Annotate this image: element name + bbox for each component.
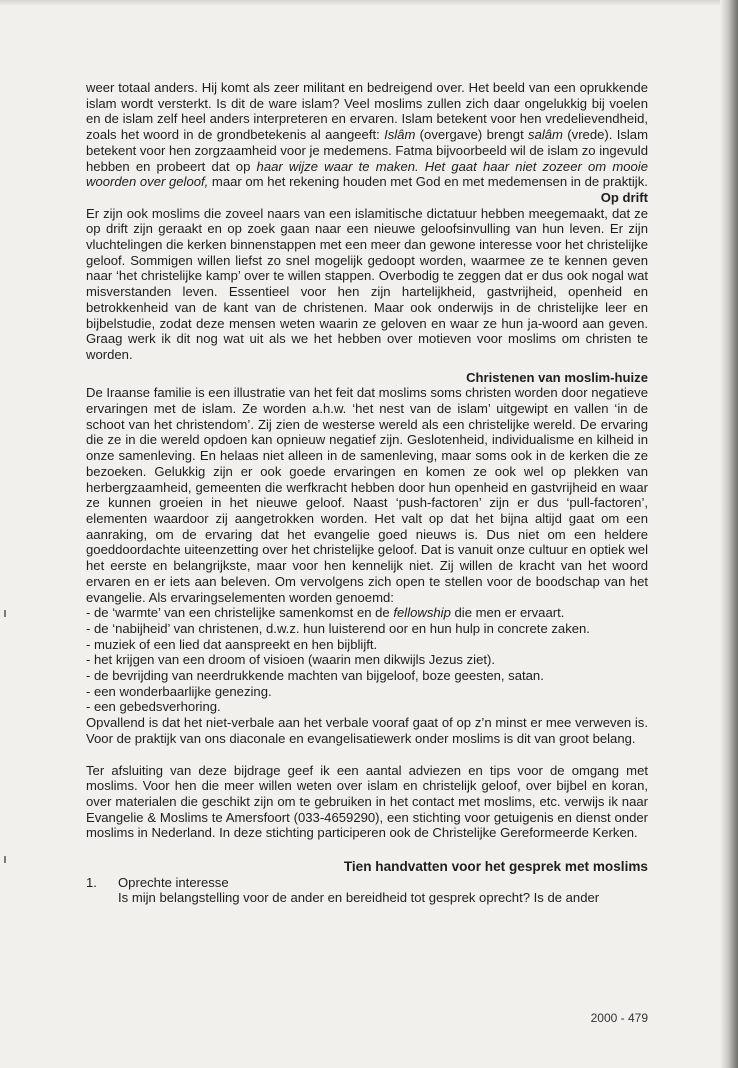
item-number: 1. [86, 874, 97, 890]
list-item: - de bevrijding van neerdrukkende machten van bijgeloof, boze geesten, satan. [86, 668, 544, 684]
heading-tien-handvatten: Tien handvatten voor het gesprek met moslims [343, 859, 648, 875]
list-item: - een wonderbaarlijke genezing. [86, 683, 272, 699]
page-number: 2000 - 479 [590, 1011, 648, 1025]
list-item: - een gebedsverhoring. [86, 699, 221, 715]
paragraph-islam-meaning: weer totaal anders. Hij komt als zeer militant en bedreigend over. Het beeld van een oprukkende islam wordt versterkt. Is dit de ware islam? Veel moslims zullen zich daar ongelukkig bij voelen en de islam zelf heel anders interpreteren en ervaren. Islam betekent voor hen vredelievendheid, zoals het woord in de grondbetekenis al aangeeft: Islâm (overgave) brengt salâm (vrede). Islam betekent voor hen zorgzaamheid voor je medemens. Fatma bijvoorbeeld wil de islam zo ingevuld hebben en probeert dat op haar wijze waar te maken. Het gaat haar niet zozeer om mooie woorden over geloof, maar om het rekening houden met God en met medemensen in de praktijk. [86, 80, 649, 190]
scan-top-edge [0, 0, 738, 6]
paragraph-opvallend: Opvallend is dat het niet-verbale aan het verbale vooraf gaat of op z’n minst er mee verweven is. Voor de praktijk van ons diaconale en evangelisatiewerk onder moslims is dit van groot belang. [86, 715, 648, 746]
page-body [86, 80, 648, 906]
paragraph-op-drift: Er zijn ook moslims die zoveel naars van een islamitische dictatuur hebben meegemaakt, dat ze op drift zijn geraakt en op zoek gaan naar een nieuwe geloofsinvulling van hun leven. Er zijn vluchtelingen die kerken binnenstappen met een meer dan gewone interesse voor het christelijke geloof. Sommigen willen liefst zo snel mogelijk gedoopt worden, waarmee ze te kennen geven naar ‘het christelijke kamp’ over te willen stappen. Overbodig te zeggen dat er dus ook nogal wat misverstanden leven. Essentieel voor hen zijn hartelijkheid, gastvrijheid, openheid en betrokkenheid van de kant van de christenen. Maar ook onderwijs in de christelijke leer en bijbelstudie, zodat deze mensen weten waarin ze geloven en waar ze hun ja-woord aan geven. Graag werk ik dit nog wat uit als we het hebben over motieven voor moslims om christen te worden. [86, 205, 648, 362]
paragraph-iraanse-familie: De Iraanse familie is een illustratie van het feit dat moslims soms christen worden door negatieve ervaringen met de islam. Ze worden a.h.w. ‘het nest van de islam’ uitgewipt en vallen ‘in de schoot van het christendom’. Zij zien de westerse wereld als een christelijke wereld. De ervaring die ze in die wereld opdoen kan opnieuw negatief zijn. Geslotenheid, individualisme en kilheid in onze samenleving. En helaas niet alleen in de samenleving, maar soms ook in de kerken die ze bezoeken. Gelukkig zijn er ook goede ervaringen en komen ze ook wel op plekken van herbergzaamheid, gemeenten die werfkracht hebben door hun openheid en gastvrijheid en waar ze kunnen groeien in het nieuwe geloof. Naast ‘push-factoren’ zijn er dus ‘pull-factoren’, elementen waardoor zij aangetrokken worden. Het valt op dat het bijna altijd gaat om een aanraking, om de ervaring dat het evangelie goed nieuws is. Dus niet om een heldere goeddoordachte uiteenzetting over het christelijke geloof. Dat is vanuit onze cultuur en optiek wel het eerste en belangrijkste, maar voor hen kennelijk niet. Zij willen de kracht van het woord ervaren en er iets aan beleven. Om vervolgens zich open te stellen voor de boodschap van het evangelie. Als ervaringselementen worden genoemd: [86, 385, 648, 605]
experience-list [86, 605, 648, 715]
heading-op-drift: Op drift [600, 189, 648, 205]
item-title: Oprechte interesse [118, 874, 229, 890]
margin-mark [4, 856, 6, 863]
list-item: - muziek of een lied dat aanspreekt en hen bijblijft. [86, 636, 378, 652]
item-text: Is mijn belangstelling voor de ander en bereidheid tot gesprek oprecht? Is de ander [118, 890, 600, 906]
numbered-item-1 [86, 875, 648, 891]
margin-mark [4, 610, 6, 617]
list-item: - de ‘nabijheid’ van christenen, d.w.z. hun luisterend oor en hun hulp in concrete zaken. [86, 620, 590, 636]
list-item: - het krijgen van een droom of visioen (waarin men dikwijls Jezus ziet). [86, 652, 495, 668]
scan-right-edge-shadow [720, 0, 738, 1068]
heading-christenen-van-moslim-huize: Christenen van moslim-huize [466, 369, 648, 385]
list-item: - de ‘warmte’ van een christelijke samenkomst en de fellowship die men er ervaart. [86, 605, 565, 621]
paragraph-ter-afsluiting: Ter afsluiting van deze bijdrage geef ik een aantal adviezen en tips voor de omgang met moslims. Voor hen die meer willen weten over islam en christelijk geloof, over bijbel en koran, over materialen die geschikt zijn om te gebruiken in het contact met moslims, etc. verwijs ik naar Evangelie & Moslims te Amersfoort (033-4659290), een stichting voor getuigenis en dienst onder moslims in Nederland. In deze stichting participeren ook de Christelijke Gereformeerde Kerken. [86, 762, 648, 841]
